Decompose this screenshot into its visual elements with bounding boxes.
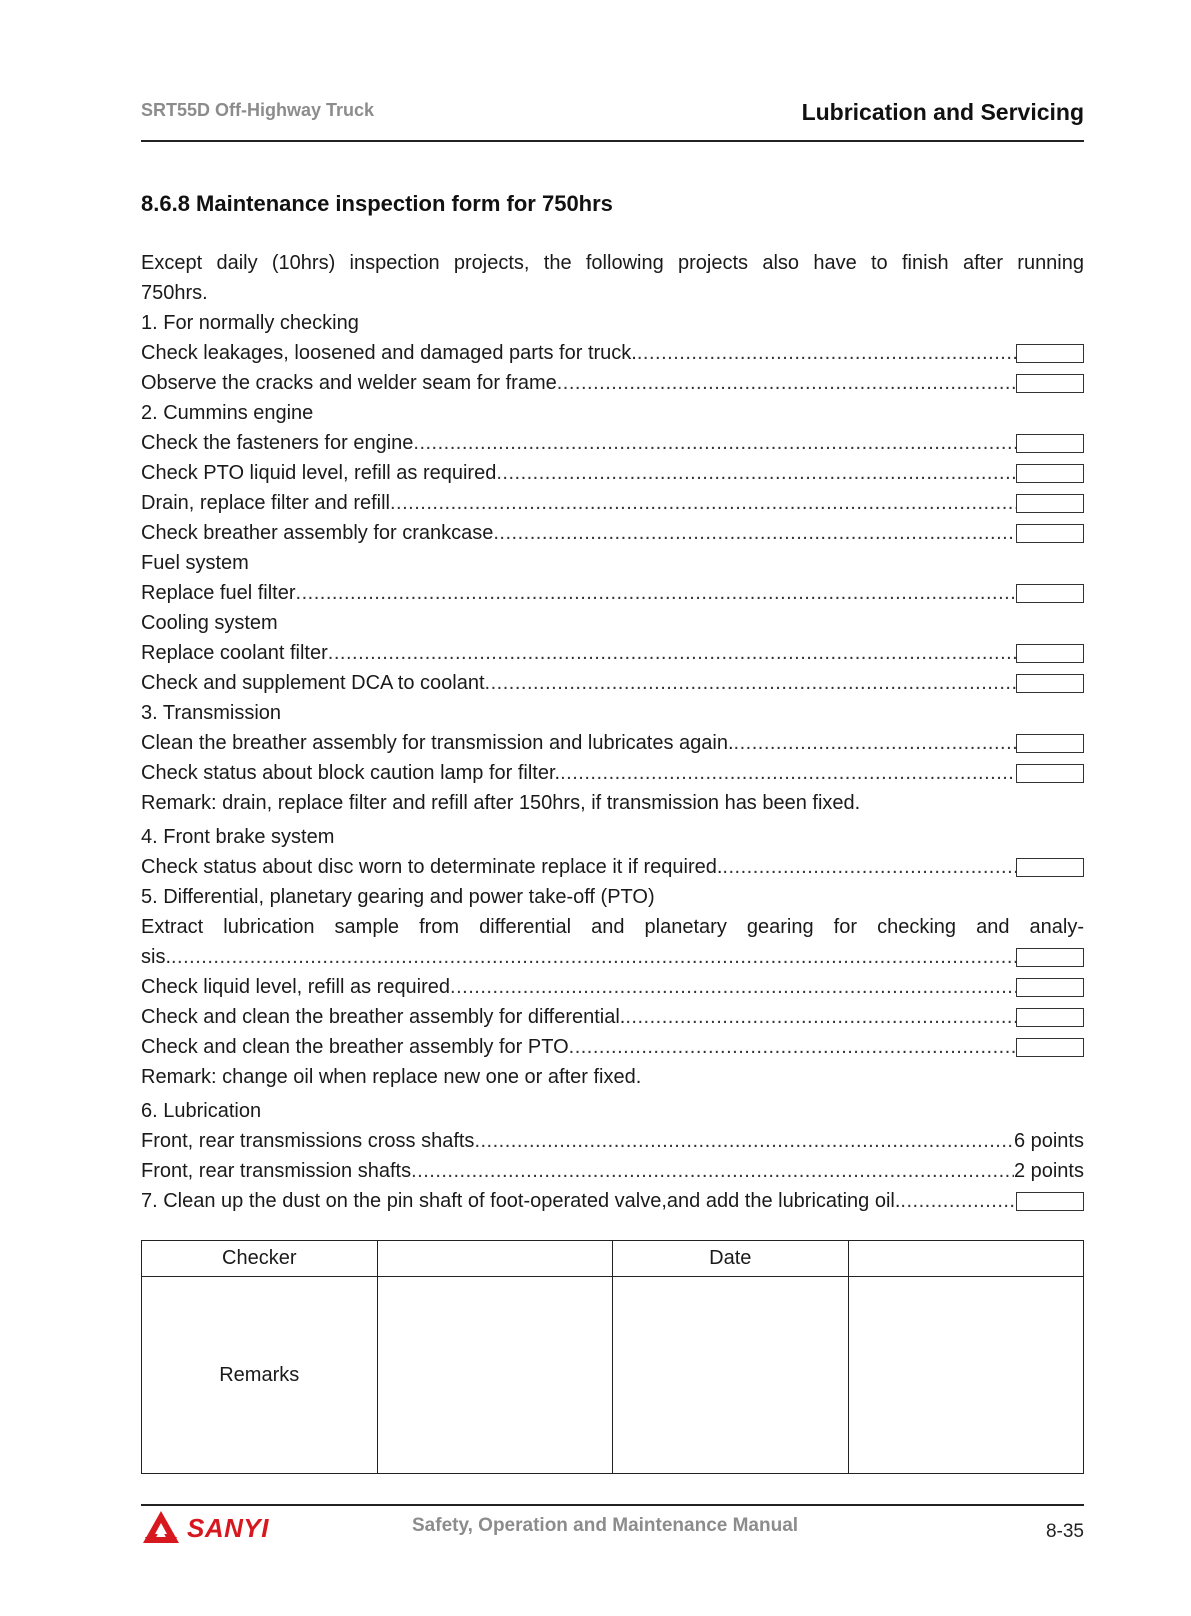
- checklist-item-label-line-1: Extract lubrication sample from differential and planetary gearing for checking and analy-: [141, 916, 1084, 938]
- header-chapter-title: Lubrication and Servicing: [801, 99, 1084, 125]
- checklist-item: [141, 428, 1084, 458]
- date-field[interactable]: [848, 1241, 1084, 1277]
- header-divider: [141, 140, 1084, 142]
- check-box[interactable]: [1016, 734, 1084, 753]
- leader-dots: [557, 368, 1016, 398]
- check-box[interactable]: [1016, 1008, 1084, 1027]
- checklist-item: [141, 1186, 1084, 1216]
- intro-line-1: Except daily (10hrs) inspection projects, the following projects also have to finish after running: [141, 252, 1084, 274]
- checklist-item-label: Check and clean the breather assembly for PTO: [141, 1036, 569, 1058]
- checklist-item: [141, 578, 1084, 608]
- checklist-item-label: Replace coolant filter: [141, 642, 328, 664]
- group-heading: 3. Transmission: [141, 702, 282, 724]
- check-box[interactable]: [1016, 1192, 1084, 1211]
- check-box[interactable]: [1016, 764, 1084, 783]
- check-box[interactable]: [1016, 584, 1084, 603]
- leader-dots: [734, 728, 1016, 758]
- group-heading: 2. Cummins engine: [141, 402, 314, 424]
- check-box[interactable]: [1016, 344, 1084, 363]
- group-heading: 1. For normally checking: [141, 312, 359, 334]
- checklist-item-label: Check the fasteners for engine: [141, 432, 414, 454]
- checklist-item-label: 7. Clean up the dust on the pin shaft of foot-operated valve,and add the lubricating oil.: [141, 1190, 901, 1212]
- group-heading: 4. Front brake system: [141, 826, 335, 848]
- checklist-item: [141, 338, 1084, 368]
- checklist-item-label: Observe the cracks and welder seam for frame: [141, 372, 557, 394]
- leader-dots: [296, 578, 1016, 608]
- remarks-field[interactable]: [848, 1277, 1084, 1474]
- leader-dots: [413, 428, 1016, 458]
- remarks-field[interactable]: [377, 1277, 613, 1474]
- leader-dots: [485, 668, 1016, 698]
- footer-divider: [141, 1504, 1084, 1506]
- leader-dots: [328, 638, 1016, 668]
- leader-dots: [474, 1126, 1014, 1156]
- checker-field[interactable]: [377, 1241, 613, 1277]
- intro-line-2: 750hrs.: [141, 282, 208, 304]
- checklist-item: [141, 1002, 1084, 1032]
- checklist-item: [141, 972, 1084, 1002]
- subgroup-heading: Fuel system: [141, 552, 249, 574]
- remark-transmission: Remark: drain, replace filter and refill after 150hrs, if transmission has been fixed.: [141, 792, 861, 814]
- checklist-item: [141, 1032, 1084, 1062]
- check-box[interactable]: [1016, 434, 1084, 453]
- checklist-item-label: Check PTO liquid level, refill as required: [141, 462, 497, 484]
- checklist-item: [141, 728, 1084, 758]
- brand-wordmark: SANYI: [187, 1512, 269, 1543]
- leader-dots: [569, 1032, 1016, 1062]
- check-box[interactable]: [1016, 978, 1084, 997]
- checklist-item-label: Drain, replace filter and refill: [141, 492, 390, 514]
- checklist-item-label: Replace fuel filter: [141, 582, 296, 604]
- checklist-item-label: Check status about block caution lamp for filter.: [141, 762, 561, 784]
- leader-dots: [493, 518, 1016, 548]
- checklist-item: [141, 488, 1084, 518]
- checklist-item: [141, 368, 1084, 398]
- checklist-item-label: Check and clean the breather assembly for differential.: [141, 1006, 626, 1028]
- header-document-title: SRT55D Off-Highway Truck: [141, 100, 375, 120]
- checklist-item: [141, 758, 1084, 788]
- lubrication-item-label: Front, rear transmission shafts: [141, 1160, 412, 1182]
- checklist-item-label: Check liquid level, refill as required: [141, 976, 451, 998]
- leader-dots: [171, 942, 1016, 972]
- sign-off-table: [141, 1240, 1084, 1474]
- lubrication-item: [141, 1156, 1084, 1186]
- remark-differential: Remark: change oil when replace new one or after fixed.: [141, 1066, 642, 1088]
- page-number: 8-35: [1045, 1521, 1084, 1542]
- check-box[interactable]: [1016, 1038, 1084, 1057]
- sanyi-logo: [141, 1509, 269, 1547]
- footer-manual-title: Safety, Operation and Maintenance Manual: [412, 1515, 799, 1536]
- group-heading: 6. Lubrication: [141, 1100, 262, 1122]
- checklist-item-label-line-2: sis.: [141, 946, 171, 968]
- checklist-item-label: Clean the breather assembly for transmission and lubricates again.: [141, 732, 734, 754]
- leader-dots: [722, 852, 1016, 882]
- check-box[interactable]: [1016, 464, 1084, 483]
- section-title: 8.6.8 Maintenance inspection form for 750hrs: [141, 191, 613, 216]
- check-box[interactable]: [1016, 374, 1084, 393]
- checklist-item-label: Check breather assembly for crankcase: [141, 522, 494, 544]
- checklist-item: [141, 458, 1084, 488]
- checklist-item-label: Check leakages, loosened and damaged parts for truck.: [141, 342, 637, 364]
- checklist-item: [141, 942, 1084, 972]
- checklist-item-label: Check status about disc worn to determinate replace it if required.: [141, 856, 723, 878]
- remarks-field[interactable]: [613, 1277, 849, 1474]
- leader-dots: [450, 972, 1016, 1002]
- leader-dots: [496, 458, 1016, 488]
- check-box[interactable]: [1016, 948, 1084, 967]
- check-box[interactable]: [1016, 644, 1084, 663]
- lubrication-item-label: Front, rear transmissions cross shafts: [141, 1130, 475, 1152]
- leader-dots: [390, 488, 1016, 518]
- inspection-form-body: [141, 248, 1084, 1216]
- sanyi-logo-icon: [141, 1509, 181, 1547]
- checklist-item: [141, 668, 1084, 698]
- check-box[interactable]: [1016, 524, 1084, 543]
- remarks-label: Remarks: [142, 1277, 378, 1474]
- date-label: Date: [613, 1241, 849, 1277]
- checklist-item: [141, 852, 1084, 882]
- lubrication-points: 6 points: [1013, 1130, 1084, 1152]
- checker-label: Checker: [142, 1241, 378, 1277]
- leader-dots: [900, 1186, 1016, 1216]
- subgroup-heading: Cooling system: [141, 612, 278, 634]
- checklist-item: [141, 638, 1084, 668]
- lubrication-item: [141, 1126, 1084, 1156]
- checklist-item: [141, 518, 1084, 548]
- leader-dots: [560, 758, 1016, 788]
- leader-dots: [625, 1002, 1016, 1032]
- check-box[interactable]: [1016, 674, 1084, 693]
- lubrication-points: 2 points: [1013, 1160, 1084, 1182]
- leader-dots: [637, 338, 1016, 368]
- check-box[interactable]: [1016, 494, 1084, 513]
- check-box[interactable]: [1016, 858, 1084, 877]
- leader-dots: [411, 1156, 1014, 1186]
- group-heading: 5. Differential, planetary gearing and power take-off (PTO): [141, 886, 655, 908]
- checklist-item-label: Check and supplement DCA to coolant: [141, 672, 485, 694]
